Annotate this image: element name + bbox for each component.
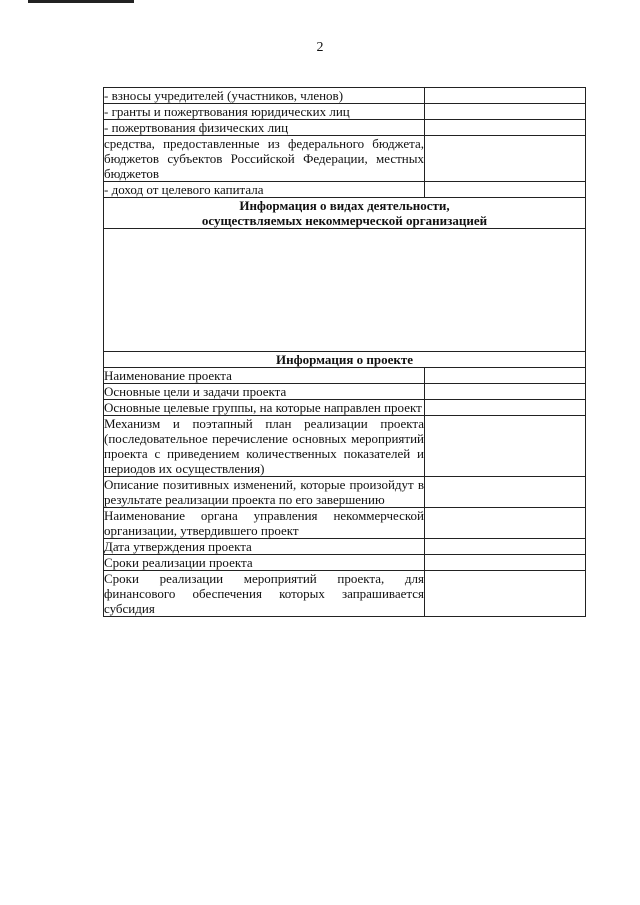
table-row [104,555,586,571]
section-header-row [104,352,586,368]
row-label: Механизм и поэтапный план реализации проекта (последовательное перечисление основных мероприятий проекта с приведением количественных показателей и периодов их осуществления) [104,416,424,476]
table-row [104,539,586,555]
table-row [104,508,586,539]
table-row [104,88,586,104]
row-label: Сроки реализации проекта [104,555,425,571]
table-row [104,368,586,384]
row-label: - доход от целевого капитала [104,182,425,198]
row-label: - взносы учредителей (участников, членов) [104,88,425,104]
value-cell [425,571,586,617]
row-label: Сроки реализации мероприятий проекта, для финансового обеспечения которых запрашивается субсидия [104,571,424,616]
activities-value-cell [104,229,586,352]
value-cell [425,555,586,571]
activities-title-line1: Информация о видах деятельности, [239,198,450,213]
row-label: Дата утверждения проекта [104,539,425,555]
value-cell [425,477,586,508]
row-label: Описание позитивных изменений, которые произойдут в результате реализации проекта по его завершению [104,477,424,507]
row-label: Основные целевые группы, на которые направлен проект [104,400,425,416]
top-rule [28,0,134,3]
page-number: 2 [316,40,324,55]
value-cell [425,136,586,182]
value-cell [425,104,586,120]
form-table [103,87,586,617]
row-label: Наименование органа управления некоммерческой организации, утвердившего проект [104,508,424,538]
table-row [104,182,586,198]
value-cell [425,368,586,384]
value-cell [425,182,586,198]
row-label: Наименование проекта [104,368,425,384]
row-label: Основные цели и задачи проекта [104,384,425,400]
activities-section-title [104,198,586,229]
row-label: средства, предоставленные из федерального бюджета, бюджетов субъектов Российской Федерации, местных бюджетов [104,136,424,181]
table-row [104,400,586,416]
section-header-row [104,198,586,229]
value-cell [425,416,586,477]
value-cell [425,384,586,400]
value-cell [425,539,586,555]
project-section-title: Информация о проекте [104,352,586,368]
row-label: - гранты и пожертвования юридических лиц [104,104,425,120]
activities-blank-row [104,229,586,352]
row-label: - пожертвования физических лиц [104,120,425,136]
table-row [104,136,586,182]
table-row [104,416,586,477]
table-row [104,477,586,508]
value-cell [425,88,586,104]
value-cell [425,120,586,136]
table-row [104,120,586,136]
value-cell [425,400,586,416]
activities-title-line2: осуществляемых некоммерческой организацией [201,213,488,228]
table-row [104,104,586,120]
table-row [104,571,586,617]
table-row [104,384,586,400]
value-cell [425,508,586,539]
